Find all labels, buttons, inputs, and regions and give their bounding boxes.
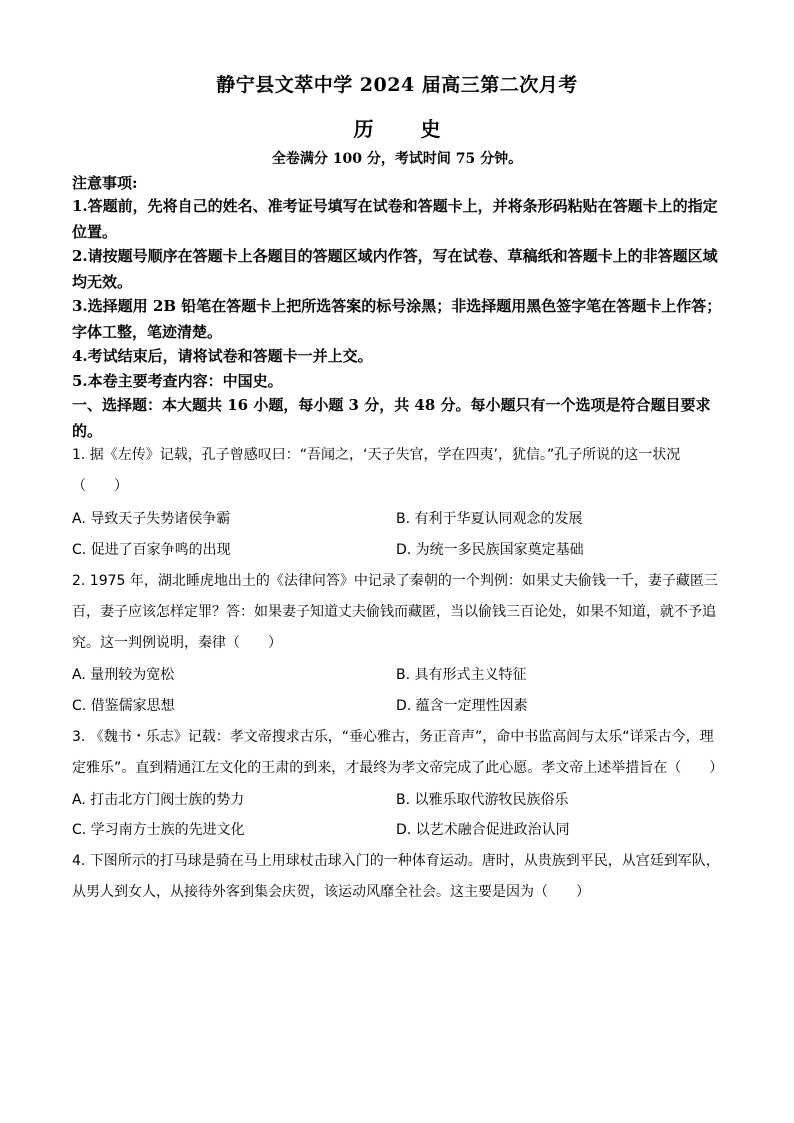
question-4-stem: 4. 下图所示的打马球是骑在马上用球杖击球入门的一种体育运动。唐时，从贵族到平民，从宫廷到军队，从男人到女人，从接待外客到集会庆贺，该运动风靡全社会。这主要是因为（ ） [72, 853, 720, 900]
notes-heading: 注意事项: [72, 174, 138, 192]
exam-title: 静宁县文萃中学 2024 届高三第二次月考 [216, 74, 578, 96]
subject-title: 历 史 [353, 117, 461, 141]
note-item-1: 1.答题前，先将自己的姓名、准考证号填写在试卷和答题卡上，并将条形码粘贴在答题卡上的指定位置。 [72, 197, 718, 241]
question-3-stem: 3. 《魏书・乐志》记载：孝文帝搜求古乐，“垂心雅古，务正音声”，命中书监高闾与太乐“详采古今，理定雅乐”。直到精通江左文化的王肃的到来，才最终为孝文帝完成了此心愿。孝文帝上述举措旨在（ ） [72, 729, 724, 776]
question-1-option-a: A. 导致天子失势诸侯争霸 [72, 511, 231, 527]
section-heading: 一、选择题：本大题共 16 小题，每小题 3 分，共 48 分。每小题只有一个选项是符合题目要求的。 [72, 396, 711, 440]
question-3-option-c: C. 学习南方士族的先进文化 [72, 822, 245, 838]
question-1-option-b: B. 有利于华夏认同观念的发展 [396, 511, 583, 527]
note-item-2: 2.请按题号顺序在答题卡上各题目的答题区域内作答，写在试卷、草稿纸和答题卡上的非答题区域均无效。 [72, 247, 718, 291]
question-3-option-b: B. 以雅乐取代游牧民族俗乐 [396, 792, 569, 808]
question-1-option-c: C. 促进了百家争鸣的出现 [72, 542, 231, 558]
question-3-option-d: D. 以艺术融合促进政治认同 [396, 822, 570, 838]
question-2-option-d: D. 蕴含一定理性因素 [396, 698, 528, 714]
question-1-stem: 1. 据《左传》记载，孔子曾感叹曰：“吾闻之，‘天子失官，学在四夷’，犹信。”孔子所说的这一状况（ ） [72, 447, 681, 494]
note-item-5: 5.本卷主要考查内容：中国史。 [72, 372, 283, 390]
question-1-option-d: D. 为统一多民族国家奠定基础 [396, 542, 584, 558]
question-2-option-c: C. 借鉴儒家思想 [72, 698, 175, 714]
note-item-3: 3.选择题用 2B 铅笔在答题卡上把所选答案的标号涂黑；非选择题用黑色签字笔在答题卡上作答；字体工整，笔迹清楚。 [72, 297, 722, 341]
question-2-option-b: B. 具有形式主义特征 [396, 667, 527, 683]
exam-info: 全卷满分 100 分，考试时间 75 分钟。 [271, 151, 523, 167]
question-2-stem: 2. 1975 年，湖北睡虎地出土的《法律问答》中记录了秦朝的一个判例：如果丈夫偷钱一千，妻子藏匿三百，妻子应该怎样定罪？答：如果妻子知道丈夫偷钱而藏匿，当以偷钱三百论处，如果不知道，就不予追究。这一判例说明，秦律（ ） [72, 573, 718, 651]
question-2-option-a: A. 量刑较为宽松 [72, 667, 175, 683]
note-item-4: 4.考试结束后，请将试卷和答题卡一并上交。 [72, 347, 373, 365]
question-3-option-a: A. 打击北方门阀士族的势力 [72, 792, 245, 808]
